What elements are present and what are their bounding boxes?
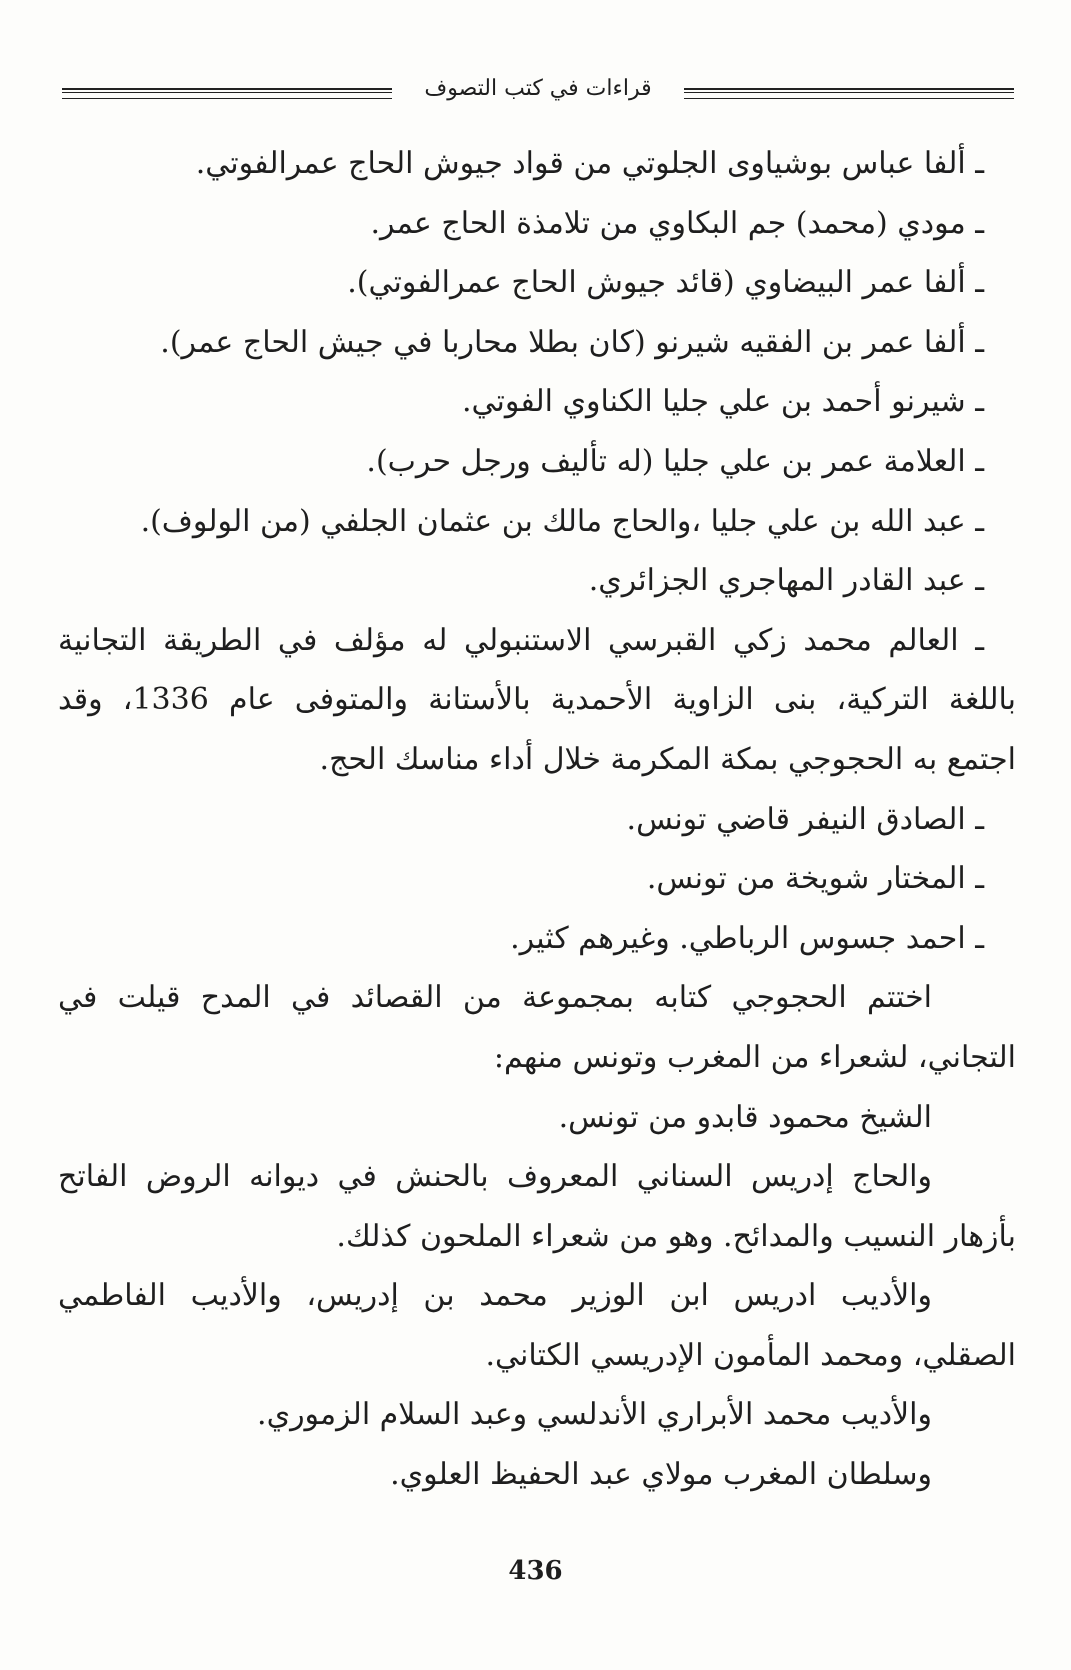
header-rule-right (684, 88, 1014, 99)
running-header (62, 78, 1014, 108)
paragraph-line: والحاج إدريس السناني المعروف بالحنش في ديوانه الروض الفاتح (58, 1159, 932, 1195)
list-item: ـ ألفا عمر بن الفقيه شيرنو (كان بطلا محاربا في جيش الحاج عمر). (160, 324, 984, 360)
text-line: باللغة التركية، بنى الزاوية الأحمدية بالأستانة والمتوفى عام 1336، وقد (58, 682, 1016, 718)
paragraph-line: والأديب ادريس ابن الوزير محمد بن إدريس، والأديب الفاطمي (58, 1278, 932, 1314)
list-item: ـ المختار شويخة من تونس. (646, 861, 984, 897)
paragraph-line: وسلطان المغرب مولاي عبد الحفيظ العلوي. (390, 1457, 932, 1493)
list-item: ـ عبد الله بن علي جليا ،والحاج مالك بن عثمان الجلفي (من الولوف). (140, 503, 984, 539)
list-item: ـ العلامة عمر بن علي جليا (له تأليف ورجل حرب). (366, 443, 984, 479)
text-line: اجتمع به الحجوجي بمكة المكرمة خلال أداء مناسك الحج. (319, 741, 1016, 777)
body-text (58, 134, 1016, 1505)
text-line: الصقلي، ومحمد المأمون الإدريسي الكتاني. (485, 1337, 1016, 1373)
list-item: ـ العالم محمد زكي القبرسي الاستنبولي له مؤلف في الطريقة التجانية (58, 622, 984, 658)
list-item: ـ الصادق النيفر قاضي تونس. (626, 801, 984, 837)
header-title: قراءات في كتب التصوف (424, 76, 652, 101)
list-item: ـ شيرنو أحمد بن علي جليا الكناوي الفوتي. (461, 384, 984, 420)
list-item: ـ عبد القادر المهاجري الجزائري. (588, 563, 984, 599)
list-item: ـ مودي (محمد) جم البكاوي من تلامذة الحاج عمر. (370, 205, 984, 241)
list-item: ـ ألفا عمر البيضاوي (قائد جيوش الحاج عمرالفوتي). (347, 265, 984, 301)
page-number: 436 (508, 1556, 563, 1586)
text-line: بأزهار النسيب والمدائح. وهو من شعراء الملحون كذلك. (336, 1218, 1016, 1254)
text-line: التجاني، لشعراء من المغرب وتونس منهم: (493, 1039, 1016, 1075)
paragraph-line: الشيخ محمود قابدو من تونس. (558, 1099, 932, 1135)
paragraph-line: اختتم الحجوجي كتابه بمجموعة من القصائد في المدح قيلت في (58, 980, 932, 1016)
list-item: ـ احمد جسوس الرباطي. وغيرهم كثير. (510, 920, 984, 956)
list-item: ـ ألفا عباس بوشياوى الجلوتي من قواد جيوش الحاج عمرالفوتي. (195, 146, 984, 181)
paragraph-line: والأديب محمد الأبراري الأندلسي وعبد السلام الزموري. (257, 1397, 932, 1433)
